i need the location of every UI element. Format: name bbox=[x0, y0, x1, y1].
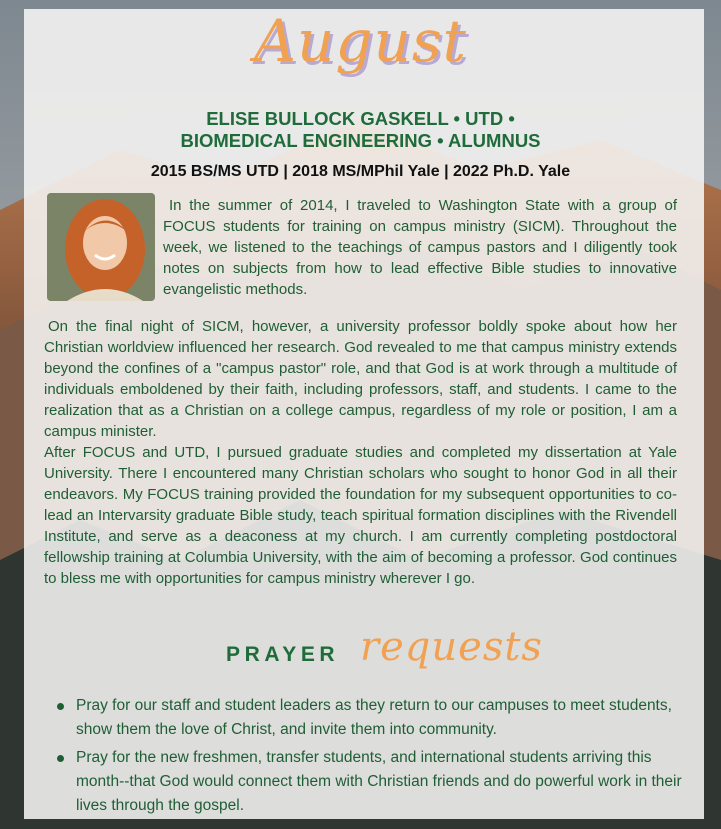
list-item bbox=[52, 694, 682, 742]
profile-name-line2: BIOMEDICAL ENGINEERING • ALUMNUS bbox=[180, 130, 541, 151]
profile-degrees: 2015 BS/MS UTD | 2018 MS/MPhil Yale | 2022 Ph.D. Yale bbox=[150, 163, 571, 180]
story-intro: In the summer of 2014, I traveled to Washington State with a group of FOCUS students for training on campus ministry (SICM). Throughout the week, we listened to the teachings of campus pastors and I diligently took notes on subjects from how to lead effective Bible studies to innovative evangelistic methods. bbox=[163, 197, 677, 298]
story-paragraph-3: After FOCUS and UTD, I pursued graduate studies and completed my dissertation at Yale University. There I encountered many Christian scholars who sought to honor God in all their endeavors. My FOCUS training provided the foundation for my subsequent opportunities to co-lead an Intervarsity graduate Bible study, teach spiritual formation disciplines with the Rivendell Institute, and serve as a deaconess at my church. I am currently completing postdoctoral fellowship training at Columbia University, with the aim of becoming a professor. God continues to bless me with opportunities for campus ministry wherever I go. bbox=[44, 444, 677, 587]
story-body bbox=[44, 316, 677, 589]
story-paragraph-2: On the final night of SICM, however, a university professor boldly spoke about how her Christian worldview influenced her research. God revealed to me that campus ministry extends beyond the confines of a "campus pastor" role, and that God is at work through a multitude of individuals emboldened by their faith, including professors, staff, and students. I came to the realization that as a Christian on a college campus, regardless of my role or position, I am a campus minister. bbox=[44, 318, 677, 440]
profile-name bbox=[0, 108, 721, 152]
prayer-requests-list bbox=[52, 694, 682, 822]
bullet-icon bbox=[57, 703, 64, 710]
requests-script-heading: requests bbox=[360, 624, 543, 670]
prayer-request-text: Pray for the new freshmen, transfer students, and international students arriving this month--that God would connect them with Christian friends and do powerful work in their lives through the gospel. bbox=[76, 749, 682, 814]
list-item bbox=[52, 746, 682, 818]
prayer-request-text: Pray for our staff and student leaders as they return to our campuses to meet students, show them the love of Christ, and invite them into community. bbox=[76, 697, 672, 738]
month-title: August bbox=[254, 7, 467, 75]
prayer-heading: PRAYER bbox=[226, 643, 340, 666]
portrait-image bbox=[47, 193, 155, 301]
profile-photo bbox=[47, 193, 155, 301]
bullet-icon bbox=[57, 755, 64, 762]
profile-name-line1: ELISE BULLOCK GASKELL • UTD • bbox=[206, 108, 515, 129]
